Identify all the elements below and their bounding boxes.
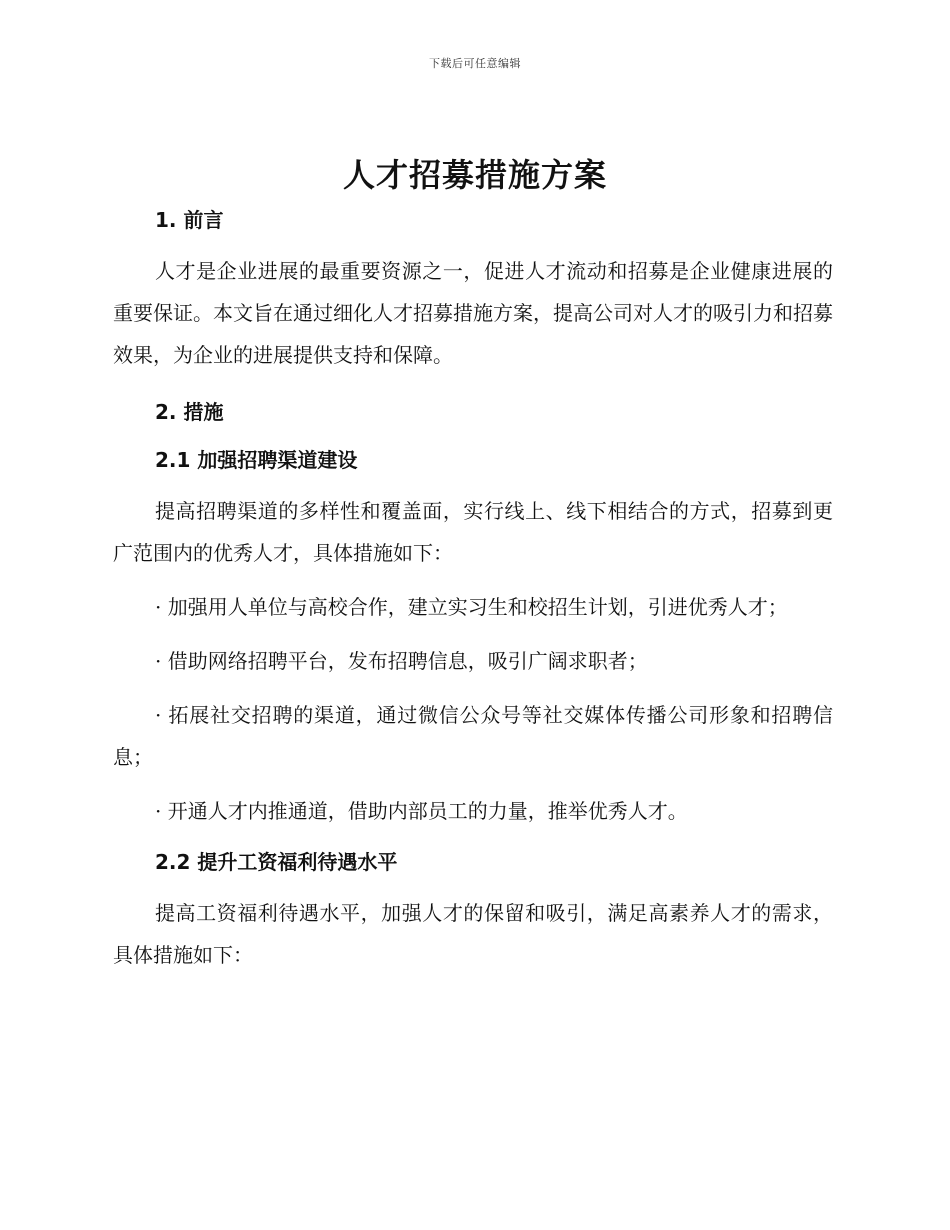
section-heading-measures: 2. 措施: [155, 400, 224, 424]
section-2-1-paragraph: 提高招聘渠道的多样性和覆盖面，实行线上、线下相结合的方式，招募到更广范围内的优秀人才，具体措施如下：: [113, 499, 833, 565]
preface-paragraph: 人才是企业进展的最重要资源之一，促进人才流动和招募是企业健康进展的重要保证。本文旨在通过细化人才招募措施方案，提高公司对人才的吸引力和招募效果，为企业的进展提供支持和保障。: [113, 259, 833, 367]
section-heading-2-2: 2.2 提升工资福利待遇水平: [155, 850, 398, 874]
list-item: · 借助网络招聘平台，发布招聘信息，吸引广阔求职者；: [155, 649, 648, 673]
header-note: 下载后可任意编辑: [429, 57, 521, 70]
section-heading-2-1: 2.1 加强招聘渠道建设: [155, 448, 358, 472]
document-body: [113, 202, 833, 976]
list-item: · 开通人才内推通道，借助内部员工的力量，推举优秀人才。: [155, 799, 688, 823]
list-item: · 加强用人单位与高校合作，建立实习生和校招生计划，引进优秀人才；: [155, 595, 788, 619]
section-2-2-paragraph: 提高工资福利待遇水平，加强人才的保留和吸引，满足高素养人才的需求，具体措施如下：: [113, 901, 833, 967]
list-item: · 拓展社交招聘的渠道，通过微信公众号等社交媒体传播公司形象和招聘信息；: [113, 703, 833, 769]
document-title: 人才招募措施方案: [342, 156, 607, 194]
section-heading-preface: 1. 前言: [155, 208, 224, 232]
